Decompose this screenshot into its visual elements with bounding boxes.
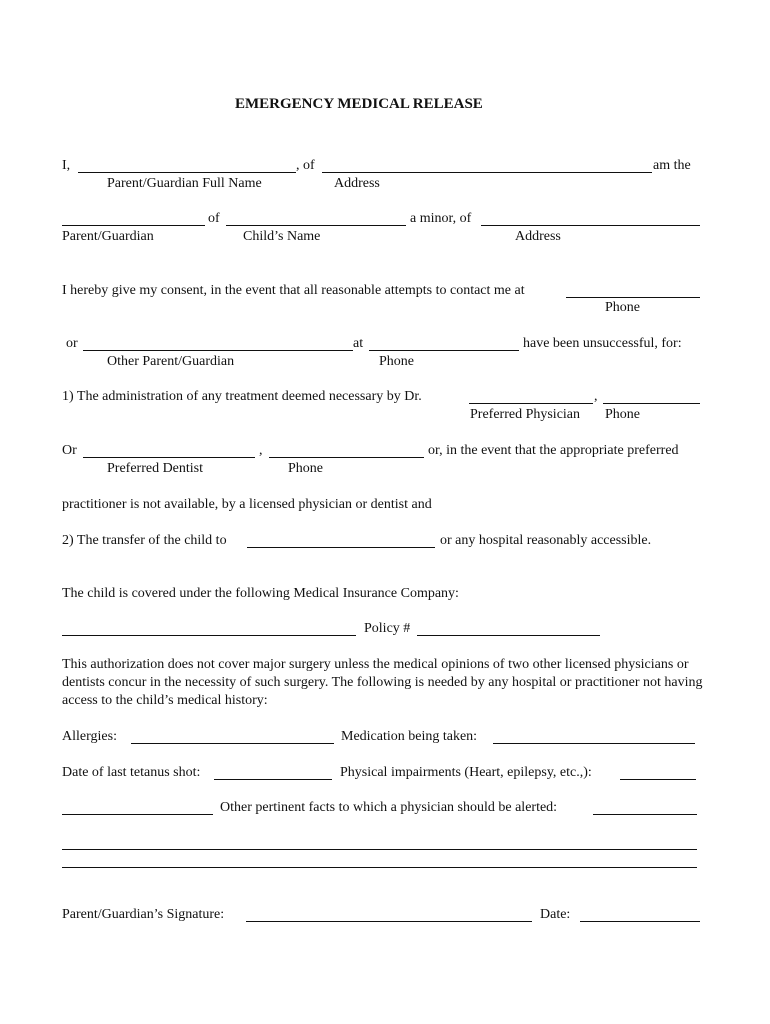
parent-full-name-line[interactable] — [78, 172, 296, 173]
or-dentist-text: Or — [62, 443, 77, 458]
medication-label: Medication being taken: — [341, 729, 478, 744]
child-name-line[interactable] — [226, 225, 406, 226]
signature-label: Parent/Guardian’s Signature: — [62, 907, 225, 922]
dentist-phone-line[interactable] — [269, 457, 424, 458]
parent-guardian-caption: Parent/Guardian — [62, 229, 154, 244]
child-name-caption: Child’s Name — [243, 229, 321, 244]
treatment-text: 1) The administration of any treatment deemed necessary by Dr. — [62, 389, 422, 404]
authorization-paragraph: This authorization does not cover major surgery unless the medical opinions of two other licensed physicians or dentists concur in the necessity of such surgery. The following is needed by any hospital or practitioner not having access to the child’s medical history: — [62, 657, 703, 708]
child-address-line[interactable] — [481, 225, 700, 226]
parent-full-name-caption: Parent/Guardian Full Name — [107, 176, 262, 191]
other-phone-caption: Phone — [379, 354, 414, 369]
insurance-text: The child is covered under the following Medical Insurance Company: — [62, 586, 459, 601]
physician-comma: , — [594, 389, 598, 404]
other-phone-line[interactable] — [369, 350, 519, 351]
at-text: at — [353, 336, 364, 351]
insurance-company-line[interactable] — [62, 635, 356, 636]
preferred-text: or, in the event that the appropriate preferred — [428, 443, 679, 458]
a-minor-of-text: a minor, of — [410, 211, 472, 226]
medication-line[interactable] — [493, 743, 695, 744]
date-label: Date: — [540, 907, 571, 922]
signature-line[interactable] — [246, 921, 532, 922]
physician-line[interactable] — [469, 403, 593, 404]
other-parent-caption: Other Parent/Guardian — [107, 354, 235, 369]
address-caption: Address — [334, 176, 380, 191]
pertinent-facts-label: Other pertinent facts to which a physician should be alerted: — [220, 800, 558, 815]
impairments-label: Physical impairments (Heart, epilepsy, etc.,): — [340, 765, 592, 780]
dentist-line[interactable] — [83, 457, 255, 458]
parent-guardian-line[interactable] — [62, 225, 205, 226]
transfer-text: 2) The transfer of the child to — [62, 533, 227, 548]
policy-label: Policy # — [364, 621, 411, 636]
my-phone-line[interactable] — [566, 297, 700, 298]
dentist-caption: Preferred Dentist — [107, 461, 204, 476]
hospital-tail-text: or any hospital reasonably accessible. — [440, 533, 652, 548]
hospital-line[interactable] — [247, 547, 435, 548]
policy-number-line[interactable] — [417, 635, 600, 636]
of-text: of — [208, 211, 220, 226]
practitioner-text: practitioner is not available, by a licensed physician or dentist and — [62, 497, 432, 512]
date-line[interactable] — [580, 921, 700, 922]
tetanus-line[interactable] — [214, 779, 332, 780]
notes-line-2[interactable] — [62, 867, 697, 868]
allergies-label: Allergies: — [62, 729, 117, 744]
page-title: EMERGENCY MEDICAL RELEASE — [235, 96, 483, 112]
comma-of-text: , of — [296, 158, 315, 173]
impairments-continued-line[interactable] — [62, 814, 213, 815]
dentist-comma: , — [259, 443, 263, 458]
or-text: or — [66, 336, 78, 351]
i-label: I, — [62, 158, 71, 173]
unsuccessful-text: have been unsuccessful, for: — [523, 336, 682, 351]
notes-line-1[interactable] — [62, 849, 697, 850]
am-the-text: am the — [653, 158, 691, 173]
other-parent-line[interactable] — [83, 350, 353, 351]
physician-phone-caption: Phone — [605, 407, 640, 422]
physician-caption: Preferred Physician — [470, 407, 581, 422]
physician-phone-line[interactable] — [603, 403, 700, 404]
child-address-caption: Address — [515, 229, 561, 244]
my-phone-caption: Phone — [605, 300, 640, 315]
dentist-phone-caption: Phone — [288, 461, 323, 476]
pertinent-facts-line[interactable] — [593, 814, 697, 815]
allergies-line[interactable] — [131, 743, 334, 744]
address-line[interactable] — [322, 172, 652, 173]
tetanus-label: Date of last tetanus shot: — [62, 765, 201, 780]
consent-text: I hereby give my consent, in the event that all reasonable attempts to contact me at — [62, 283, 525, 298]
impairments-line[interactable] — [620, 779, 696, 780]
